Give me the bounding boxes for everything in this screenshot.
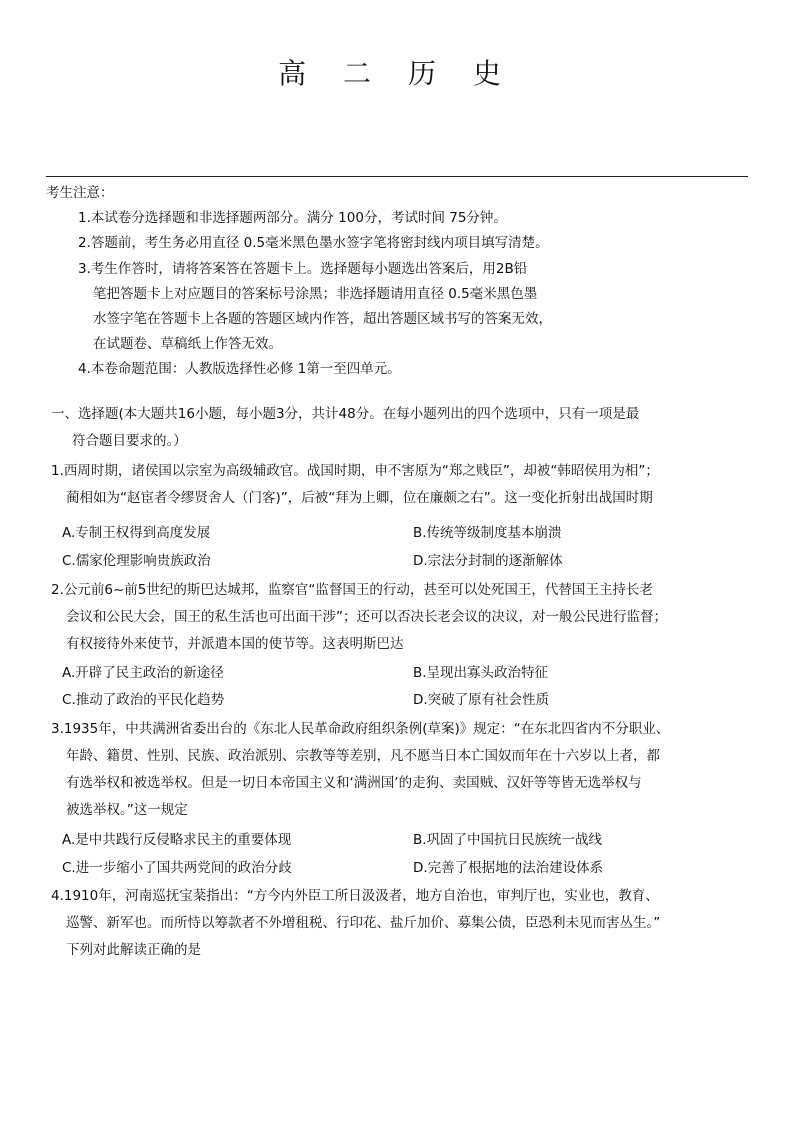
notice-item-4: 4.本卷命题范围：人教版选择性必修 1第一至四单元。	[78, 361, 401, 377]
notice-item-3: 3.考生作答时，请将答案答在答题卡上。选择题每小题选出答案后，用2B铅	[78, 261, 528, 277]
question-1-option-c: C.儒家伦理影响贵族政治	[62, 553, 211, 569]
question-2-text: 会议和公民大会，国王的私生活也可出面干涉”；还可以否决长老会议的决议，对一般公民进行监督；	[66, 609, 667, 625]
header-rule	[46, 176, 748, 177]
section-heading-cont: 符合题目要求的。）	[72, 433, 187, 449]
notice-item-3-cont: 水签字笔在答题卡上各题的答题区域内作答，超出答题区域书写的答案无效，	[93, 311, 552, 327]
question-1-option-d: D.宗法分封制的逐渐解体	[413, 553, 563, 569]
question-2-text: 有权接待外来使节，并派遣本国的使节等。这表明斯巴达	[66, 636, 404, 652]
question-3-text: 被选举权。”这一规定	[66, 802, 188, 818]
question-4-text: 下列对此解读正确的是	[66, 942, 201, 958]
question-3-text: 3.1935年，中共满洲省委出台的《东北人民革命政府组织条例(草案)》规定：“在东北四省内不分职业、	[51, 721, 670, 737]
notice-heading: 考生注意：	[46, 185, 114, 201]
notice-item-3-cont: 笔把答题卡上对应题目的答案标号涂黑；非选择题请用直径 0.5毫米黑色墨	[93, 286, 538, 302]
notice-item-3-cont: 在试题卷、草稿纸上作答无效。	[93, 336, 282, 352]
question-4-text: 4.1910年，河南巡抚宝棻指出：“方今内外臣工所日汲汲者，地方自治也，审判厅也，实业也，教育、	[51, 888, 659, 904]
question-2-option-a: A.开辟了民主政治的新途径	[62, 665, 224, 681]
page-title: 高 二 历 史	[278, 57, 515, 90]
question-1-text: 蔺相如为“赵宦者令缪贤舍人（门客)”，后被“拜为上卿，位在廉颇之右”。这一变化折射出战国时期	[66, 490, 653, 506]
question-1-option-b: B.传统等级制度基本崩溃	[413, 525, 562, 541]
question-2-option-d: D.突破了原有社会性质	[413, 692, 550, 708]
question-3-option-b: B.巩固了中国抗日民族统一战线	[413, 832, 603, 848]
question-3-option-d: D.完善了根据地的法治建设体系	[413, 860, 604, 876]
question-4-text: 巡警、新军也。而所恃以筹款者不外增租税、行印花、盐斤加价、募集公债，臣恐利未见而害丛生。”	[66, 915, 661, 931]
notice-item-1: 1.本试卷分选择题和非选择题两部分。满分 100分，考试时间 75分钟。	[78, 210, 507, 226]
question-3-option-c: C.进一步缩小了国共两党间的政治分歧	[62, 860, 292, 876]
question-1-option-a: A.专制王权得到高度发展	[62, 525, 211, 541]
question-2-text: 2.公元前6~前5世纪的斯巴达城邦，监察官“监督国王的行动，甚至可以处死国王，代替国王主持长老	[51, 582, 653, 598]
question-3-text: 有选举权和被选举权。但是一切日本帝国主义和‘满洲国’的走狗、卖国贼、汉奸等等皆无选举权与	[66, 775, 642, 791]
section-heading: 一、选择题(本大题共16小题，每小题3分，共计48分。在每小题列出的四个选项中，只有一项是最	[51, 406, 640, 422]
question-3-option-a: A.是中共践行反侵略求民主的重要体现	[62, 832, 292, 848]
notice-item-2: 2.答题前，考生务必用直径 0.5毫米黑色墨水签字笔将密封线内项目填写清楚。	[78, 235, 549, 251]
question-3-text: 年龄、籍贯、性别、民族、政治派别、宗教等等差别，凡不愿当日本亡国奴而年在十六岁以上者，都	[66, 748, 660, 764]
question-2-option-c: C.推动了政治的平民化趋势	[62, 692, 225, 708]
question-1-text: 1.西周时期，诸侯国以宗室为高级辅政官。战国时期，申不害原为“郑之贱臣”，却被“韩昭侯用为相”；	[51, 463, 659, 479]
question-2-option-b: B.呈现出寡头政治特征	[413, 665, 549, 681]
